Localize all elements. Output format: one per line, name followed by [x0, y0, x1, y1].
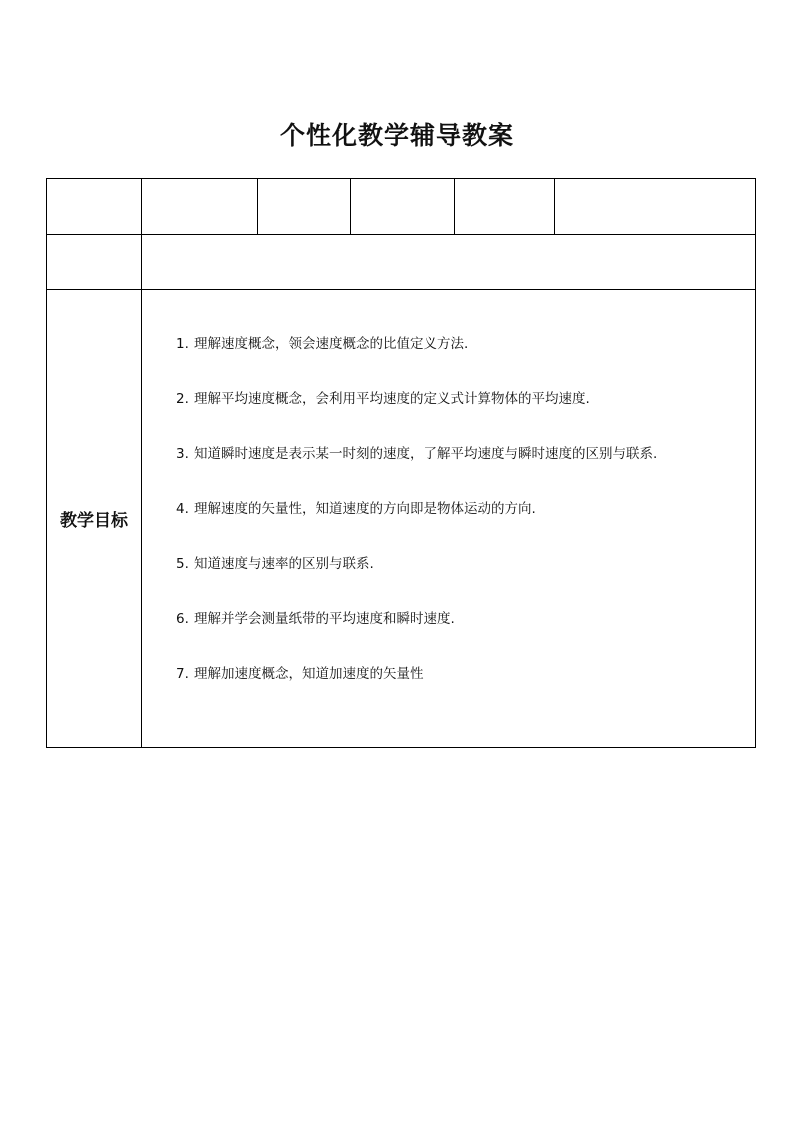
- header-row: [47, 179, 756, 235]
- goal-text: 理解加速度概念，知道加速度的矢量性: [194, 666, 424, 682]
- goal-text: 知道瞬时速度是表示某一时刻的速度，了解平均速度与瞬时速度的区别与联系.: [194, 446, 658, 462]
- teaching-goals-list: [46, 317, 657, 702]
- goal-item: [176, 592, 657, 647]
- header-cell: [351, 179, 455, 235]
- goal-text: 理解速度概念，领会速度概念的比值定义方法.: [194, 336, 469, 352]
- second-row: [47, 235, 756, 290]
- goal-text: 理解平均速度概念，会利用平均速度的定义式计算物体的平均速度.: [194, 391, 590, 407]
- goal-number: 2.: [176, 391, 189, 407]
- header-cell: [142, 179, 258, 235]
- goal-number: 5.: [176, 556, 189, 572]
- goal-number: 7.: [176, 666, 189, 682]
- goal-number: 3.: [176, 446, 189, 462]
- goal-item: [176, 647, 657, 702]
- lesson-plan-table: [46, 178, 756, 748]
- row-label-cell: [47, 235, 142, 290]
- header-cell: [258, 179, 351, 235]
- goal-item: [176, 537, 657, 592]
- goal-item: [176, 482, 657, 537]
- goal-item: [176, 372, 657, 427]
- header-cell: [555, 179, 756, 235]
- teaching-goals-content: [142, 290, 756, 748]
- teaching-goals-label: 教学目标: [47, 290, 142, 748]
- goal-text: 知道速度与速率的区别与联系.: [194, 556, 374, 572]
- goal-number: 4.: [176, 501, 189, 517]
- goal-text: 理解速度的矢量性，知道速度的方向即是物体运动的方向.: [194, 501, 536, 517]
- header-cell: [47, 179, 142, 235]
- goal-text: 理解并学会测量纸带的平均速度和瞬时速度.: [194, 611, 455, 627]
- goal-number: 1.: [176, 336, 189, 352]
- goal-number: 6.: [176, 611, 189, 627]
- header-cell: [455, 179, 555, 235]
- goal-item: [176, 317, 657, 372]
- goal-item: [176, 427, 657, 482]
- row-content-cell: [142, 235, 756, 290]
- teaching-goals-row: [47, 290, 756, 748]
- document-title: 个性化教学辅导教案: [279, 121, 514, 150]
